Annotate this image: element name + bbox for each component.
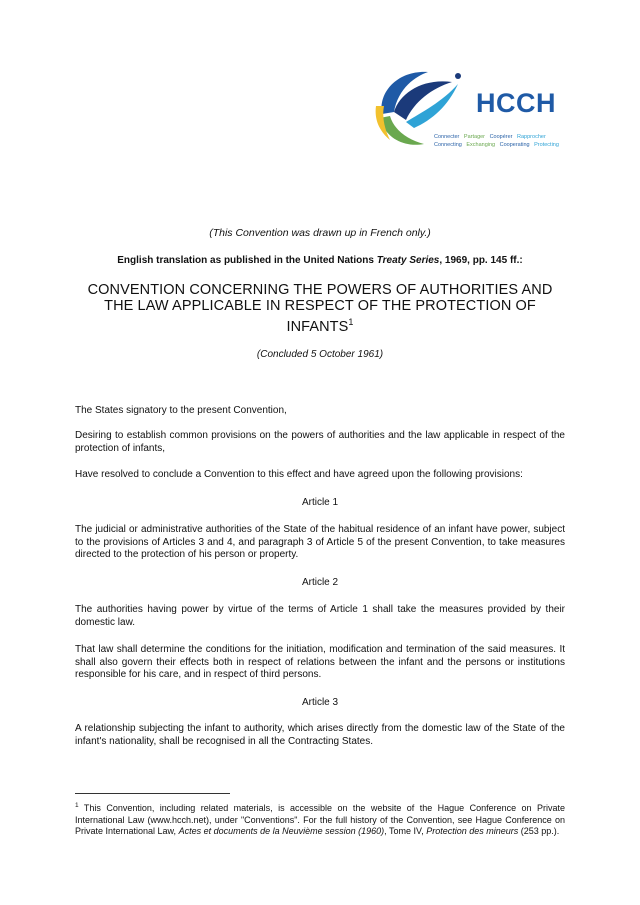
article-paragraph: That law shall determine the conditions for the initiation, modification and termination of the said measures. It shall also govern their effects both in respect of relations between the infant and the persons or institutions responsible for his care, and in respect of third persons. (75, 644, 565, 680)
hcch-logo (372, 62, 572, 154)
footnote-divider (75, 793, 230, 794)
preamble-paragraph: Have resolved to conclude a Convention to this effect and have agreed upon the following provisions: (75, 469, 523, 480)
hcch-emblem-icon (372, 62, 472, 154)
logo-tagline-fr (434, 134, 549, 140)
tagline-word: Exchanging (466, 142, 496, 148)
article-heading: Article 1 (301, 497, 339, 508)
tagline-word: Protecting (534, 142, 559, 148)
footnote-text: (253 pp.). (518, 826, 560, 837)
translation-suffix: , 1969, pp. 145 ff.: (439, 255, 523, 266)
document-title (75, 282, 565, 335)
footnote-text: , Tome IV, (384, 826, 427, 837)
footnote-mark: 1 (75, 802, 79, 809)
title-footnote-mark[interactable]: 1 (348, 317, 354, 327)
footnote (75, 800, 565, 838)
logo-tagline-en (434, 142, 562, 148)
treaty-series: Treaty Series (376, 255, 440, 266)
article-paragraph: The authorities having power by virtue of the terms of Article 1 shall take the measures provided by their domestic law. (75, 604, 565, 628)
footnote-text: This Convention, including related materials, is accessible on the website of the Hague Conference on Private International Law (www.hcch.net), under "Conventions". For the full history of the Convention, see Hague Conference on Private International Law, (75, 803, 565, 837)
footnote-italic: Actes et documents de la Neuvième session (1960) (178, 826, 385, 837)
preamble-paragraph: Desiring to establish common provisions on the powers of authorities and the law applicable in respect of the protection of infants, (75, 430, 565, 454)
preamble-paragraph: The States signatory to the present Convention, (75, 405, 287, 416)
tagline-word: Cooperating (499, 142, 530, 148)
article-heading: Article 3 (301, 697, 339, 708)
concluded-date: (Concluded 5 October 1961) (256, 349, 384, 360)
article-heading: Article 2 (301, 577, 339, 588)
tagline-word: Partager (463, 134, 486, 140)
title-text: CONVENTION CONCERNING THE POWERS OF AUTHORITIES AND THE LAW APPLICABLE IN RESPECT OF THE PROTECTION OF INFANTS (87, 282, 553, 335)
language-note: (This Convention was drawn up in French only.) (209, 227, 431, 239)
tagline-word: Rapprocher (517, 134, 546, 140)
article-paragraph: A relationship subjecting the infant to authority, which arises directly from the domestic law of the State of the infant's nationality, shall be recognised in all the Contracting States. (75, 723, 565, 747)
tagline-word: Connecter (434, 134, 460, 140)
tagline-word: Coopérer (489, 134, 513, 140)
tagline-word: Connecting (434, 142, 462, 148)
footnote-italic: Protection des mineurs (426, 826, 519, 837)
article-paragraph: The judicial or administrative authorities of the State of the habitual residence of an infant have power, subject to the provisions of Articles 3 and 4, and paragraph 3 of Article 5 of the present Convention, to take measures directed to the protection of his person or property. (75, 524, 565, 560)
translation-source (75, 255, 565, 266)
logo-brand: HCCH (476, 88, 556, 118)
translation-prefix: English translation as published in the United Nations (117, 255, 377, 266)
